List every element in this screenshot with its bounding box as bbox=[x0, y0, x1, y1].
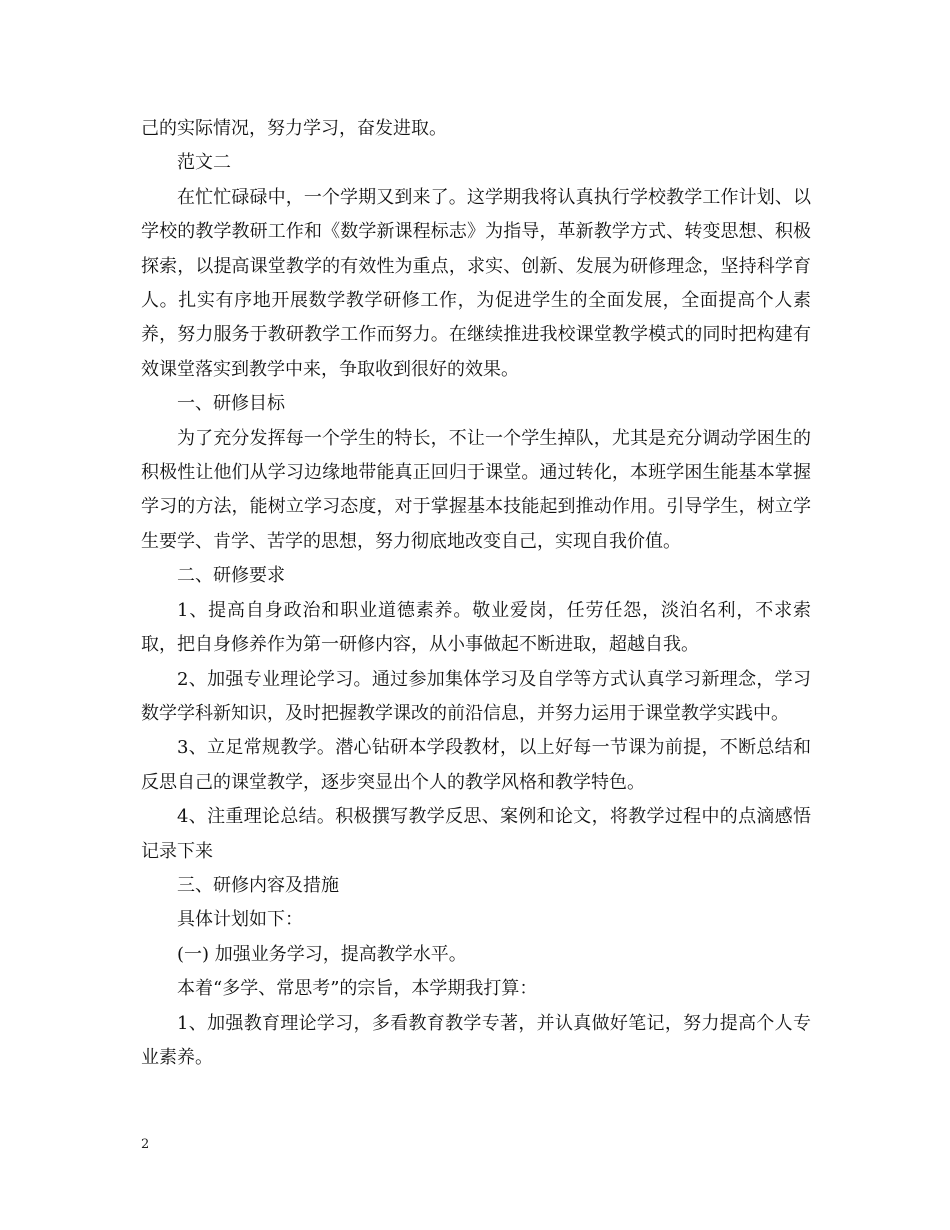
heading-content-measures: 三、研修内容及措施 bbox=[177, 874, 339, 896]
paragraph-intro: 在忙忙碌碌中，一个学期又到来了。这学期我将认真执行学校教学工作计划、以学校的教学教研工作和《数学新课程标志》为指导，革新教学方式、转变思想、积极探索，以提高课堂教学的有效性为重点，求实、创新、发展为研修理念，坚持科学育人。扎实有序地开展数学教学研修工作，为促进学生的全面发展，全面提高个人素养，努力服务于教研教学工作而努力。在继续推进我校课堂教学模式的同时把构建有效课堂落实到教学中来，争取收到很好的效果。 bbox=[141, 186, 811, 380]
paragraph-research-goals: 为了充分发挥每一个学生的特长，不让一个学生掉队，尤其是充分调动学困生的积极性让他们从学习边缘地带能真正回归于课堂。通过转化，本班学困生能基本掌握学习的方法，能树立学习态度，对于掌握基本技能起到推动作用。引导学生，树立学生要学、肯学、苦学的思想，努力彻底地改变自己，实现自我价值。 bbox=[141, 427, 811, 552]
requirement-item-1: 1、提高自身政治和职业道德素养。敬业爱岗，任劳任怨，淡泊名利，不求索取，把自身修养作为第一研修内容，从小事做起不断进取，超越自我。 bbox=[141, 599, 811, 656]
document-body bbox=[141, 112, 811, 1075]
heading-research-goals: 一、研修目标 bbox=[177, 393, 285, 415]
paragraph-plan-intro: 具体计划如下： bbox=[177, 909, 303, 931]
paragraph-principle: 本着“多学、常思考”的宗旨，本学期我打算： bbox=[177, 978, 538, 1000]
heading-research-requirements: 二、研修要求 bbox=[177, 565, 285, 587]
plan-item-1: 1、加强教育理论学习，多看教育教学专著，并认真做好笔记，努力提高个人专业素养。 bbox=[141, 1012, 811, 1068]
section-title-sample-two: 范文二 bbox=[177, 152, 231, 174]
paragraph-continuation: 己的实际情况，努力学习，奋发进取。 bbox=[141, 118, 447, 139]
page-number: 2 bbox=[141, 1137, 150, 1152]
requirement-item-4: 4、注重理论总结。积极撰写教学反思、案例和论文，将教学过程中的点滴感悟记录下来 bbox=[141, 806, 811, 862]
requirement-item-2: 2、加强专业理论学习。通过参加集体学习及自学等方式认真学习新理念，学习数学学科新知识，及时把握教学课改的前沿信息，并努力运用于课堂教学实践中。 bbox=[141, 668, 811, 724]
subheading-business-study: (一) 加强业务学习，提高教学水平。 bbox=[177, 943, 467, 965]
requirement-item-3: 3、立足常规教学。潜心钻研本学段教材，以上好每一节课为前提，不断总结和反思自己的课堂教学，逐步突显出个人的教学风格和教学特色。 bbox=[141, 737, 811, 793]
